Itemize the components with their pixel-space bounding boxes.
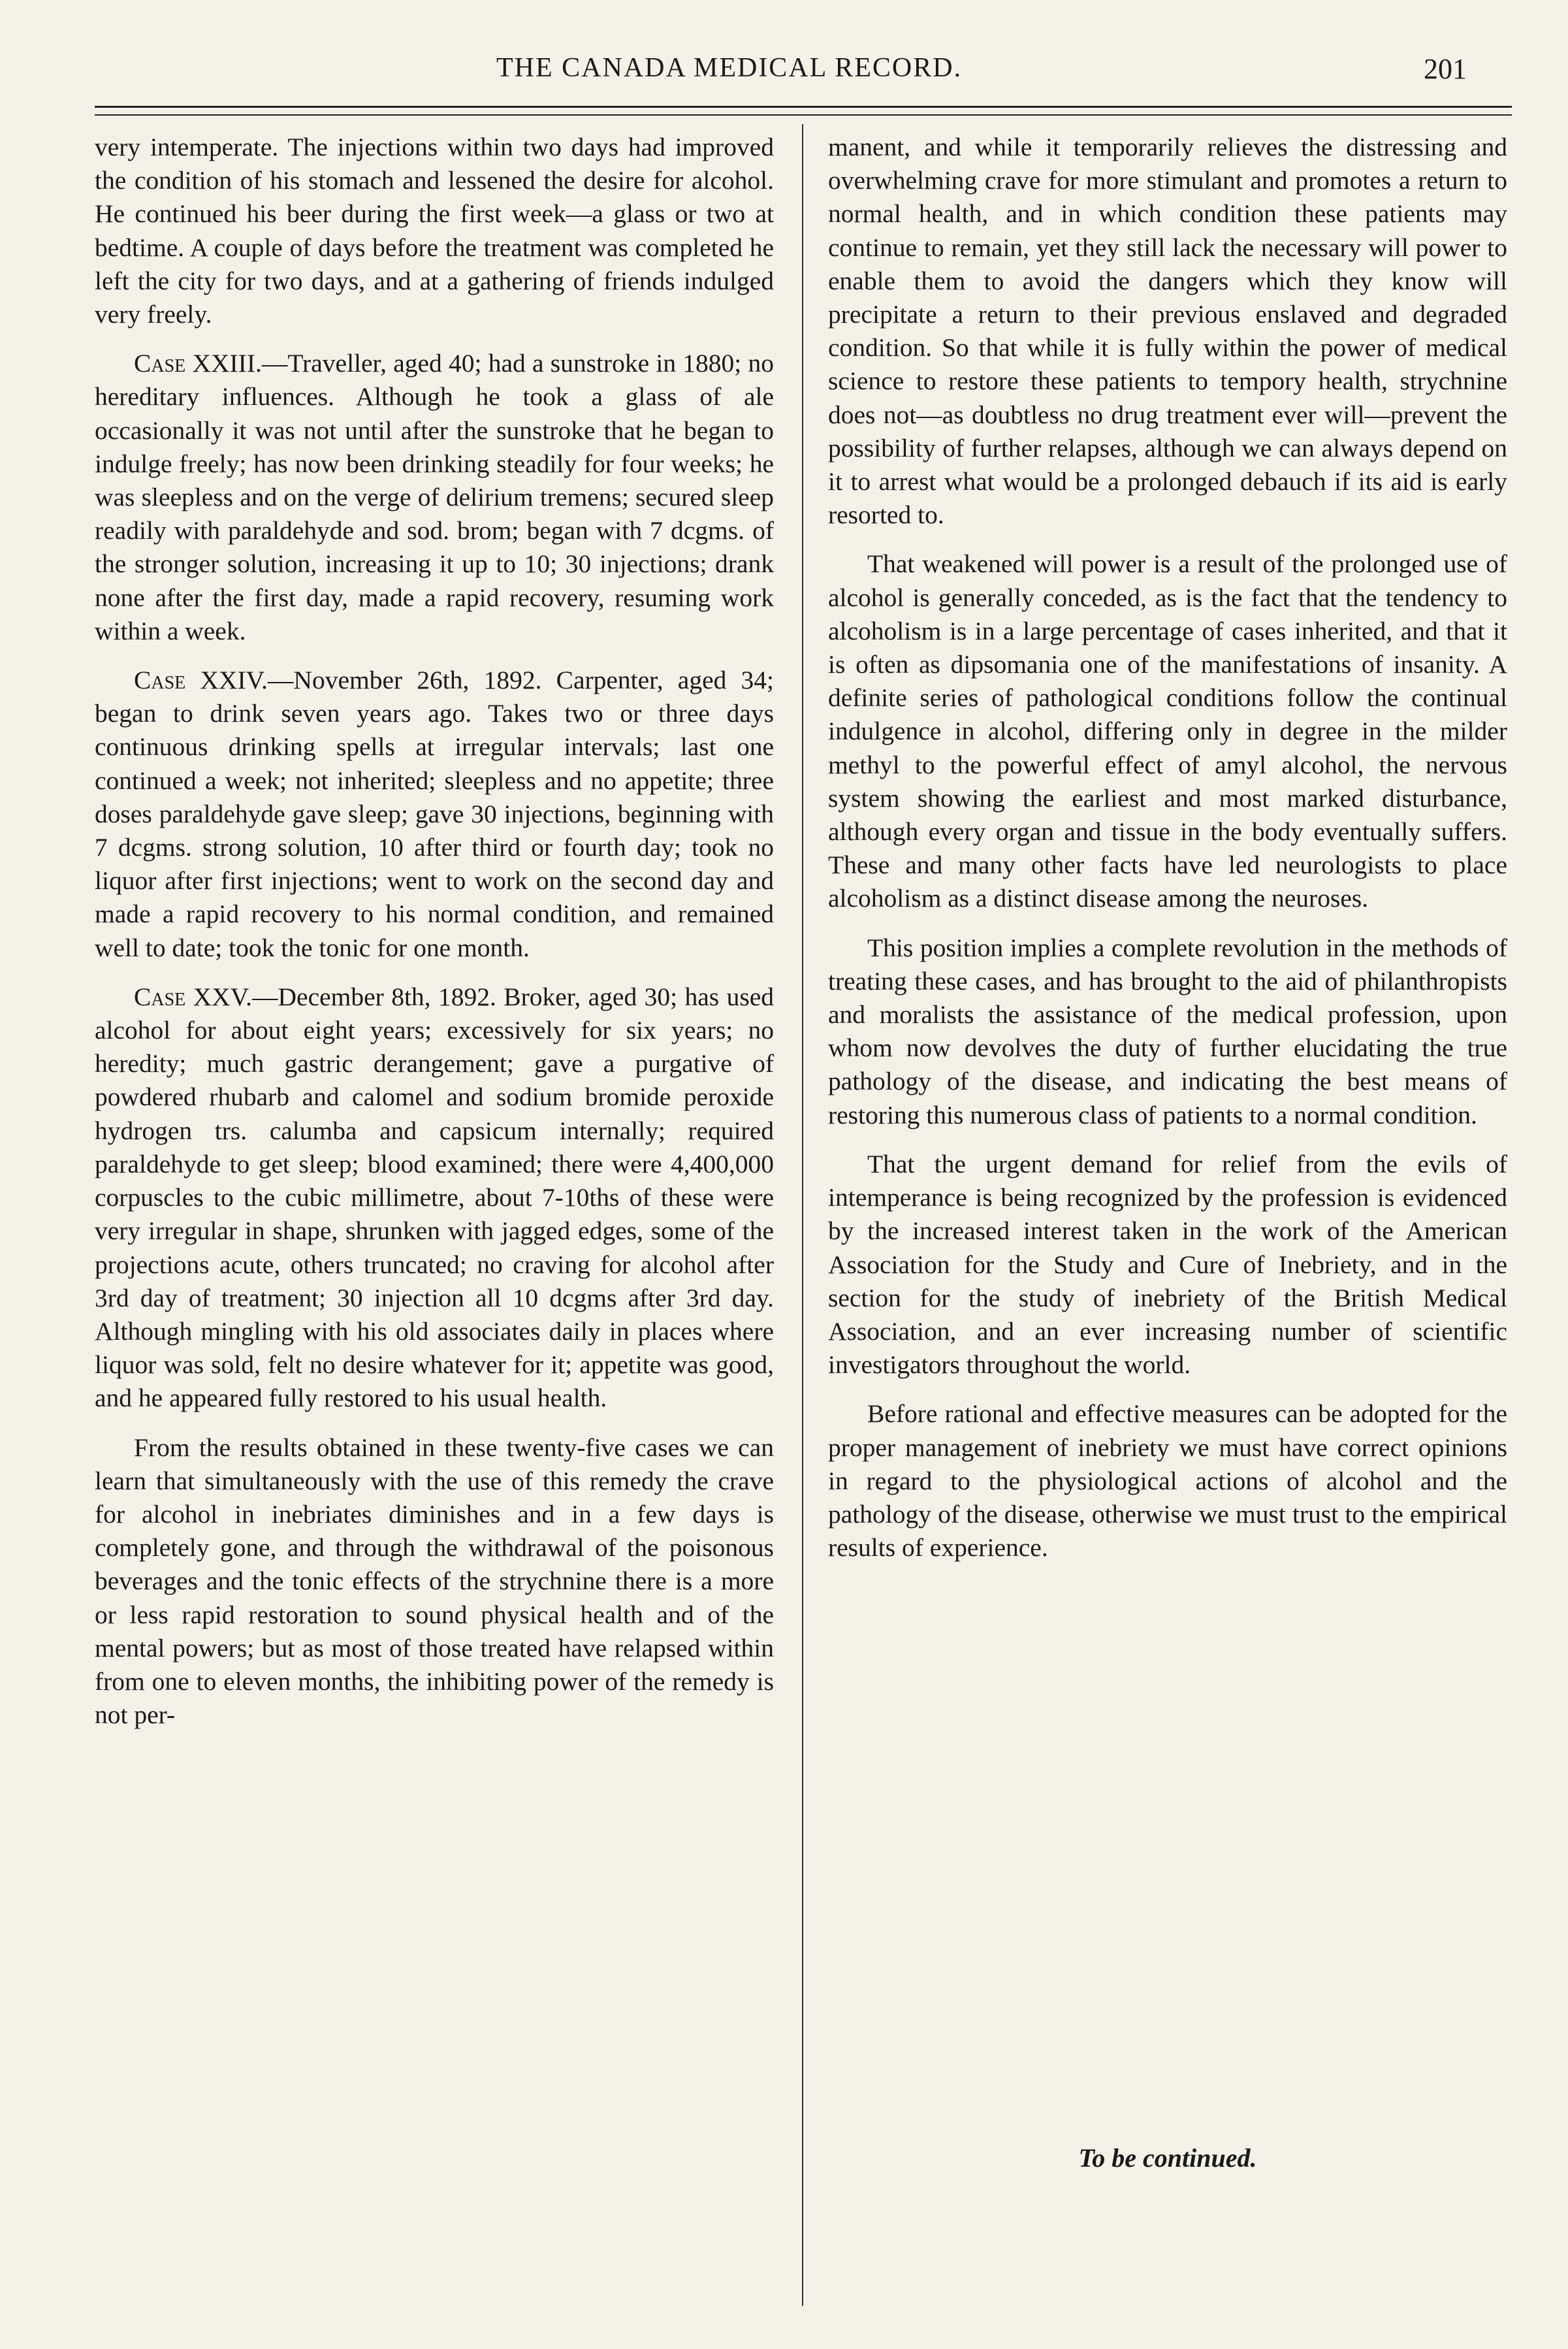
paragraph: very intemperate. The injections within two days had improved the condition of his stomach and lessened the desire for alcohol. He continued his beer during the first week—a glass or two at bedtime. A couple of days before the treatment was completed he left the city for two days, and at a gathering of friends indulged very freely. [95, 133, 774, 329]
paragraph: From the results obtained in these twenty-five cases we can learn that simultaneously with the use of this remedy the crave for alcohol in inebriates diminishes and in a few days is completely gone, and through the withdrawal of the poisonous beverages and the tonic effects of the strychnine there is a more or less rapid restoration to sound physical health and of the mental powers; but as most of those treated have relapsed within from one to eleven months, the inhibiting power of the remedy is not per- [95, 1433, 774, 1730]
header-rule-thin [95, 114, 1512, 116]
paragraph: This position implies a complete revolution in the methods of treating these cases, and has brought to the aid of philanthropists and moralists the assistance of the medical profession, upon whom now devolves the duty of further elucidating the true pathology of the disease, and indicating the best means of restoring this numerous class of patients to a normal condition. [828, 933, 1507, 1129]
case-paragraph [95, 347, 774, 648]
journal-title: THE CANADA MEDICAL RECORD. [496, 53, 963, 83]
left-column [95, 131, 774, 1747]
case-paragraph [95, 980, 774, 1416]
paragraph: That the urgent demand for relief from the evils of intemperance is being recognized by the profession is evidenced by the increased interest taken in the work of the American Association for the Study and Cure of Inebriety, and in the section for the study of inebriety of the British Medical Association, and an ever increasing number of scientific investigators throughout the world. [828, 1149, 1507, 1380]
case-paragraph [95, 664, 774, 965]
paragraph: Before rational and effective measures can be adopted for the proper management of inebriety we must have correct opinions in regard to the physiological actions of alcohol and the pathology of the disease, otherwise we must trust to the empirical results of experience. [828, 1399, 1507, 1563]
header-rule [95, 106, 1512, 108]
case-text: —Traveller, aged 40; had a sunstroke in 1880; no hereditary influences. Although he took a glass of ale occasionally it was not until after the sunstroke that he began to indulge freely; has now been drinking steadily for four weeks; he was sleepless and on the verge of delirium tremens; secured sleep readily with paraldehyde and sod. brom; began with 7 dcgms. of the stronger solution, increasing it up to 10; 30 injections; drank none after the first day, made a rapid recovery, resuming work within a week. [95, 349, 774, 645]
case-heading: Case XXIV. [134, 666, 268, 695]
running-head [0, 52, 1568, 91]
case-heading: Case XXV. [134, 982, 253, 1011]
case-heading: Case XXIII. [134, 349, 262, 378]
page-number: 201 [1424, 53, 1467, 85]
paragraph: manent, and while it temporarily relieves the distressing and overwhelming crave for more stimulant and promotes a return to normal health, and in which condition these patients may continue to remain, yet they still lack the necessary will power to enable them to avoid the dangers which they know will precipitate a return to their previous enslaved and degraded condition. So that while it is fully within the power of medical science to restore these patients to tempory health, strychnine does not—as doubtless no drug treatment ever will—prevent the possibility of further relapses, although we can always depend on it to arrest what would be a prolonged debauch if its aid is early resorted to. [828, 133, 1507, 530]
paragraph: That weakened will power is a result of the prolonged use of alcohol is generally conceded, as is the fact that the tendency to alcoholism is in a large percentage of cases inherited, and that it is often as dipsomania one of the manifestations of insanity. A definite series of pathological conditions follow the continual indulgence in alcohol, differing only in degree in the milder methyl to the powerful effect of amyl alcohol, the nervous system showing the earliest and most marked disturbance, although every organ and tissue in the body eventually suffers. These and many other facts have led neurologists to place alcoholism as a distinct disease among the neuroses. [828, 549, 1507, 913]
case-text: —December 8th, 1892. Broker, aged 30; has used alcohol for about eight years; excessively for six years; no heredity; much gastric derangement; gave a purgative of powdered rhubarb and calomel and sodium bromide peroxide hydrogen trs. calumba and capsicum internally; required paraldehyde to get sleep; blood examined; there were 4,400,000 corpuscles to the cubic millimetre, about 7-10ths of these were very irregular in shape, shrunken with jagged edges, some of the projections acute, others truncated; no craving for alcohol after 3rd day of treatment; 30 injection all 10 dcgms after 3rd day. Although mingling with his old associates daily in places where liquor was sold, felt no desire whatever for it; appetite was good, and he appeared fully restored to his usual health. [95, 982, 774, 1413]
case-text: —November 26th, 1892. Carpenter, aged 34; began to drink seven years ago. Takes two or three days continuous drinking spells at irregular intervals; last one continued a week; not inherited; sleepless and no appetite; three doses paraldehyde gave sleep; gave 30 injections, beginning with 7 dcgms. strong solution, 10 after third or fourth day; took no liquor after first injections; went to work on the second day and made a rapid recovery to his normal condition, and remained well to date; took the tonic for one month. [95, 666, 774, 962]
to-be-continued-note: To be continued. [1078, 2143, 1257, 2173]
right-column [828, 131, 1507, 1580]
column-divider [802, 124, 803, 2306]
